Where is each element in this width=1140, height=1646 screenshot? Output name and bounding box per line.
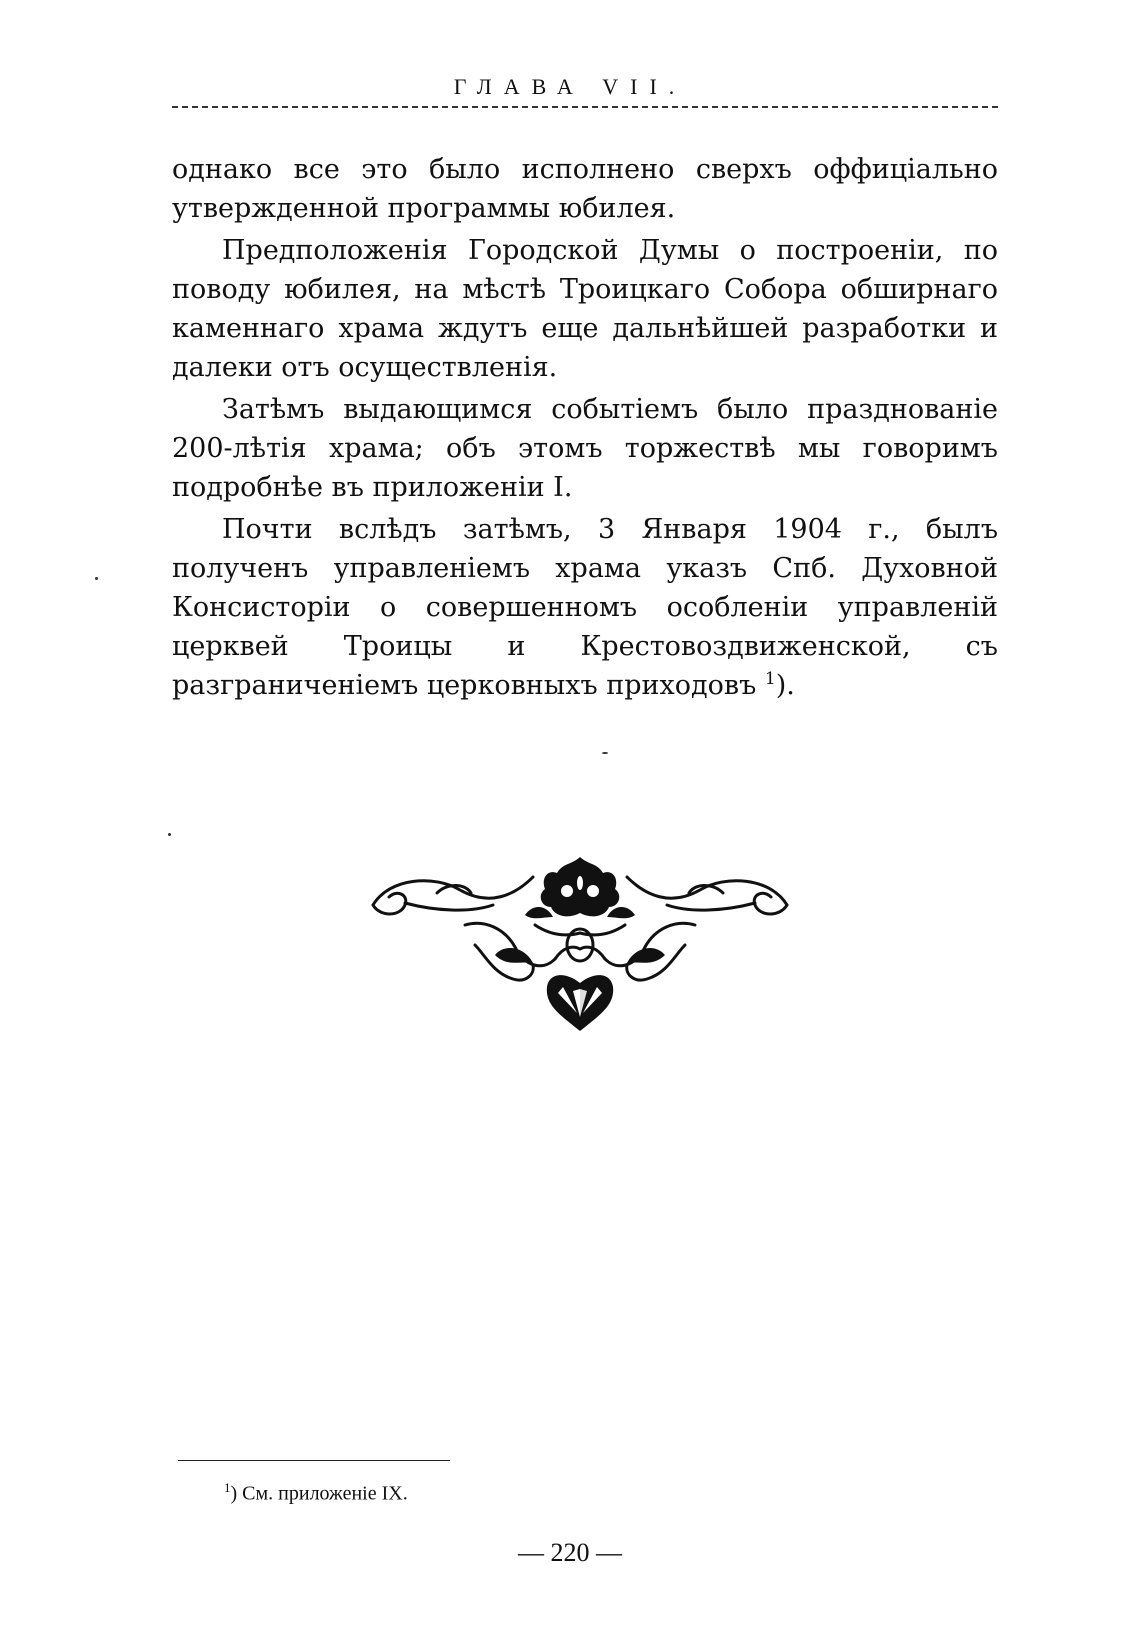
paragraph-2: Предположенія Городской Думы о построеніи, по поводу юбилея, на мѣстѣ Троицкаго Собора обширнаго каменнаго храма ждутъ еще дальнѣйшей разработки и далеки отъ осуществленія. — [172, 235, 998, 383]
main-text — [172, 150, 998, 708]
paragraph-3: Затѣмъ выдающимся событіемъ было празднованіе 200-лѣтія храма; объ этомъ торжествѣ мы говоримъ подробнѣе въ приложеніи I. — [172, 394, 998, 503]
paragraph-4 — [172, 510, 998, 705]
print-speck — [602, 752, 608, 754]
page-number: — 220 — — [518, 1538, 622, 1567]
footnote-text: ) См. приложеніе IX. — [230, 1482, 408, 1505]
footnote-rule — [178, 1460, 450, 1461]
footnote-reference: 1 — [764, 669, 776, 689]
footnote-marker: 1 — [224, 1480, 231, 1495]
print-speck — [168, 833, 171, 836]
paragraph-4-text: Почти вслѣдъ затѣмъ, 3 Января 1904 г., былъ полученъ управленіемъ храма указъ Спб. Духовной Консисторіи о совершенномъ особленіи управленій церквей Троицы и Крестовоздвиженской, съ разграниченіемъ церковныхъ приходовъ — [172, 514, 998, 701]
paragraph-4-end: ). — [775, 670, 795, 701]
paragraph-1: однако все это было исполнено сверхъ оффиціально утвержденной программы юбилея. — [172, 154, 998, 224]
footnote — [224, 1480, 408, 1506]
chapter-header: ГЛАВА VII. — [453, 74, 687, 99]
floral-vignette-ornament — [365, 855, 795, 1035]
header-rule — [172, 106, 998, 108]
print-speck — [95, 577, 98, 580]
